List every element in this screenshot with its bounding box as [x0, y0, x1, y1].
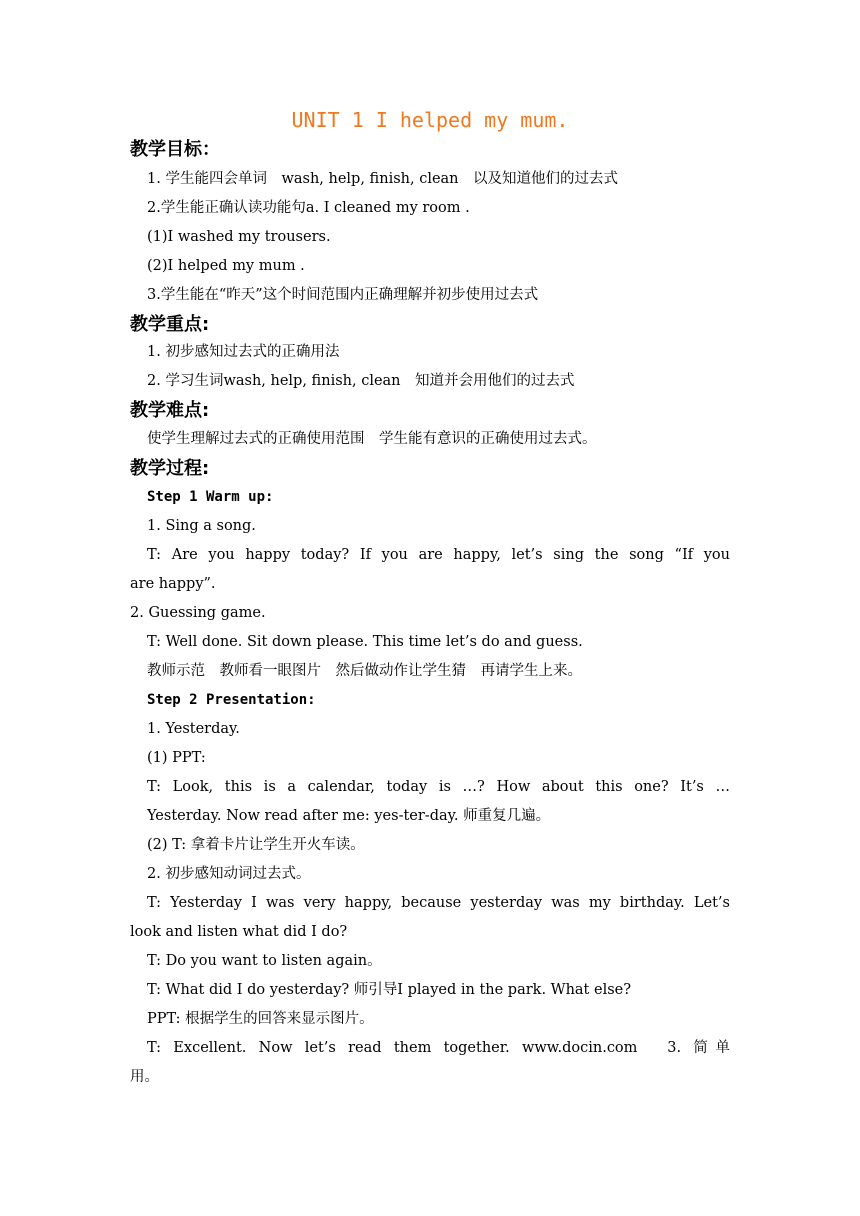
- process-line: 用。: [130, 1069, 159, 1085]
- key-point-line: 1. 初步感知过去式的正确用法: [147, 344, 340, 360]
- objective-line: 1. 学生能四会单词 wash, help, finish, clean 以及知道他们的过去式: [147, 171, 619, 187]
- objective-line: 3.学生能在“昨天”这个时间范围内正确理解并初步使用过去式: [147, 287, 539, 303]
- heading-process: 教学过程:: [130, 458, 210, 479]
- process-line: T: Look, this is a calendar, today is …? How about this one? It’s …: [147, 779, 730, 795]
- process-line: (2) T: 拿着卡片让学生开火车读。: [147, 837, 365, 853]
- process-line: Yesterday. Now read after me: yes-ter-day. 师重复几遍。: [147, 808, 551, 824]
- process-line: T: Do you want to listen again。: [147, 953, 382, 969]
- process-line: T: Yesterday I was very happy, because yesterday was my birthday. Let’s: [147, 895, 730, 911]
- process-line: T: Excellent. Now let’s read them together. www.docin.com 3. 简单: [147, 1040, 730, 1056]
- process-line: look and listen what did I do?: [130, 924, 348, 940]
- process-line: are happy”.: [130, 576, 216, 592]
- process-line: T: What did I do yesterday? 师引导I played in the park. What else?: [147, 982, 632, 998]
- difficulty-line: 使学生理解过去式的正确使用范围 学生能有意识的正确使用过去式。: [147, 431, 597, 447]
- process-line: T: Are you happy today? If you are happy, let’s sing the song “If you: [147, 547, 730, 563]
- step-heading: Step 2 Presentation:: [147, 692, 316, 708]
- process-line: 1. Yesterday.: [147, 721, 240, 737]
- objective-line: (1)I washed my trousers.: [147, 229, 331, 245]
- objective-line: 2.学生能正确认读功能句a. I cleaned my room .: [147, 200, 470, 216]
- heading-key-points: 教学重点:: [130, 314, 210, 335]
- process-line: 2. Guessing game.: [130, 605, 266, 621]
- document-title: UNIT 1 I helped my mum.: [291, 108, 569, 132]
- process-line: PPT: 根据学生的回答来显示图片。: [147, 1011, 374, 1027]
- key-point-line: 2. 学习生词wash, help, finish, clean 知道并会用他们的过去式: [147, 373, 575, 389]
- process-line: 2. 初步感知动词过去式。: [147, 866, 311, 882]
- process-line: (1) PPT:: [147, 750, 206, 766]
- process-line: 1. Sing a song.: [147, 518, 256, 534]
- process-line: 教师示范 教师看一眼图片 然后做动作让学生猜 再请学生上来。: [147, 663, 582, 679]
- objective-line: (2)I helped my mum .: [147, 258, 305, 274]
- process-line: T: Well done. Sit down please. This time let’s do and guess.: [147, 634, 583, 650]
- step-heading: Step 1 Warm up:: [147, 489, 274, 505]
- heading-difficulties: 教学难点:: [130, 400, 210, 421]
- heading-objectives: 教学目标：: [130, 139, 220, 160]
